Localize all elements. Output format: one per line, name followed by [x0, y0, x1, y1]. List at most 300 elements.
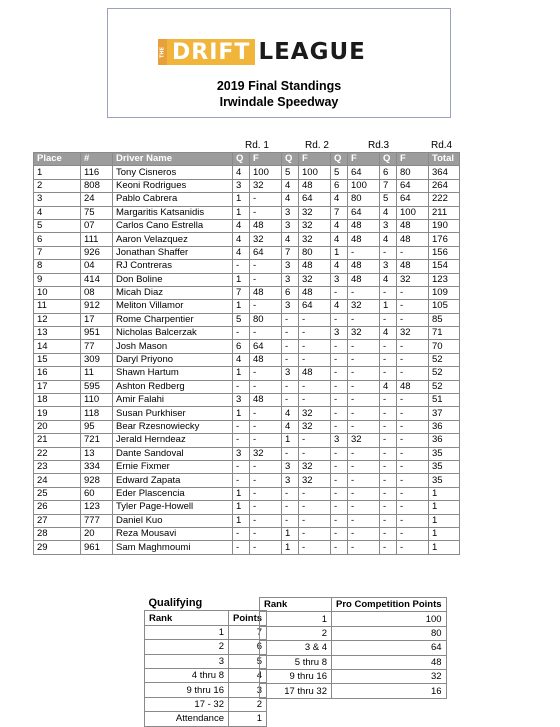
standings-cell: - — [250, 407, 282, 420]
standings-cell: - — [331, 367, 348, 380]
standings-cell: 3 — [380, 260, 397, 273]
standings-cell: 211 — [429, 206, 460, 219]
standings-cell: 4 — [233, 233, 250, 246]
standings-cell: 08 — [81, 286, 113, 299]
standings-cell: 4 — [282, 179, 299, 192]
standings-cell: 4 — [331, 260, 348, 273]
standings-cell: - — [380, 353, 397, 366]
standings-cell: Jerald Herndeaz — [113, 434, 233, 447]
standings-cell: - — [348, 460, 380, 473]
standings-cell: 48 — [299, 179, 331, 192]
standings-cell: 721 — [81, 434, 113, 447]
standings-cell: 808 — [81, 179, 113, 192]
standings-cell: Tyler Page-Howell — [113, 501, 233, 514]
qualifying-rank-cell: Attendance — [145, 712, 229, 726]
standings-cell: - — [299, 541, 331, 554]
round-4-label: Rd.4 — [431, 140, 453, 151]
standings-cell: - — [250, 541, 282, 554]
standings-cell: 77 — [81, 340, 113, 353]
standings-cell: - — [348, 394, 380, 407]
standings-cell: 7 — [380, 179, 397, 192]
pro-rank-cell: 3 & 4 — [260, 641, 332, 655]
standings-cell: 4 — [233, 246, 250, 259]
standings-cell: 37 — [429, 407, 460, 420]
standings-cell: - — [282, 447, 299, 460]
standings-cell: 24 — [81, 193, 113, 206]
standings-row — [34, 353, 460, 366]
standings-cell: 928 — [81, 474, 113, 487]
standings-cell: 154 — [429, 260, 460, 273]
standings-cell: - — [250, 260, 282, 273]
standings-cell: 1 — [233, 487, 250, 500]
round-3-label: Rd.3 — [368, 140, 390, 151]
standings-cell: 48 — [397, 260, 429, 273]
standings-cell: 48 — [397, 380, 429, 393]
standings-cell: 32 — [250, 233, 282, 246]
pro-points-cell: 64 — [332, 641, 447, 655]
standings-cell: - — [348, 246, 380, 259]
standings-column-header: F — [250, 153, 282, 166]
standings-cell: 3 — [282, 260, 299, 273]
standings-cell: - — [299, 527, 331, 540]
standings-cell: - — [397, 541, 429, 554]
standings-cell: 111 — [81, 233, 113, 246]
standings-cell: 64 — [299, 193, 331, 206]
standings-cell: RJ Contreras — [113, 260, 233, 273]
standings-column-header: # — [81, 153, 113, 166]
standings-cell: 07 — [81, 219, 113, 232]
pro-rank-cell: 5 thru 8 — [260, 655, 332, 669]
standings-cell: 4 — [233, 353, 250, 366]
standings-cell: 48 — [348, 219, 380, 232]
standings-row — [34, 327, 460, 340]
standings-cell: 1 — [429, 514, 460, 527]
standings-cell: - — [348, 447, 380, 460]
standings-cell: 334 — [81, 460, 113, 473]
standings-row — [34, 434, 460, 447]
standings-cell: Meliton Villamor — [113, 300, 233, 313]
standings-cell: 3 — [331, 273, 348, 286]
standings-row — [34, 193, 460, 206]
qualifying-table — [144, 597, 267, 727]
standings-cell: - — [380, 460, 397, 473]
standings-cell: - — [397, 313, 429, 326]
standings-column-header: F — [299, 153, 331, 166]
standings-cell: 04 — [81, 260, 113, 273]
pro-points-header: Pro Competition Points — [332, 598, 447, 612]
standings-cell: 912 — [81, 300, 113, 313]
standings-cell: 222 — [429, 193, 460, 206]
standings-cell: 26 — [34, 501, 81, 514]
standings-cell: 3 — [233, 447, 250, 460]
standings-cell: 8 — [34, 260, 81, 273]
standings-cell: - — [233, 260, 250, 273]
standings-cell: 52 — [429, 353, 460, 366]
standings-cell: - — [397, 367, 429, 380]
standings-cell: 48 — [299, 260, 331, 273]
standings-cell: - — [233, 434, 250, 447]
standings-cell: - — [282, 514, 299, 527]
standings-cell: 64 — [348, 206, 380, 219]
standings-cell: 13 — [34, 327, 81, 340]
standings-cell: 777 — [81, 514, 113, 527]
standings-cell: 3 — [282, 273, 299, 286]
standings-cell: - — [397, 487, 429, 500]
standings-cell: - — [331, 460, 348, 473]
qualifying-row — [145, 640, 267, 654]
standings-cell: 32 — [250, 179, 282, 192]
standings-cell: - — [397, 353, 429, 366]
pro-points-cell: 48 — [332, 655, 447, 669]
standings-row — [34, 460, 460, 473]
page-subtitle: Irwindale Speedway — [219, 95, 339, 109]
standings-cell: Margaritis Katsanidis — [113, 206, 233, 219]
pro-rank-cell: 17 thru 32 — [260, 684, 332, 698]
standings-cell: 80 — [299, 246, 331, 259]
standings-cell: 32 — [250, 447, 282, 460]
standings-cell: - — [397, 407, 429, 420]
standings-cell: 3 — [380, 219, 397, 232]
standings-cell: 71 — [429, 327, 460, 340]
standings-cell: 48 — [348, 260, 380, 273]
qualifying-rank-cell: 2 — [145, 640, 229, 654]
pro-points-row — [260, 684, 447, 698]
standings-cell: 7 — [233, 286, 250, 299]
standings-cell: 1 — [233, 501, 250, 514]
standings-cell: 23 — [34, 460, 81, 473]
standings-cell: Dante Sandoval — [113, 447, 233, 460]
standings-cell: - — [331, 420, 348, 433]
standings-cell: 32 — [348, 327, 380, 340]
qualifying-rank-cell: 1 — [145, 625, 229, 639]
standings-cell: 3 — [282, 206, 299, 219]
standings-cell: 100 — [250, 166, 282, 179]
standings-cell: Nicholas Balcerzak — [113, 327, 233, 340]
standings-cell: - — [380, 514, 397, 527]
standings-cell: - — [299, 353, 331, 366]
standings-cell: - — [250, 487, 282, 500]
standings-cell: - — [250, 514, 282, 527]
logo-drift: DRIFT — [167, 39, 255, 65]
standings-cell: - — [233, 474, 250, 487]
pro-rank-cell: 1 — [260, 612, 332, 626]
standings-cell: - — [348, 527, 380, 540]
standings-cell: - — [380, 313, 397, 326]
standings-row — [34, 514, 460, 527]
pro-points-cell: 16 — [332, 684, 447, 698]
standings-cell: 32 — [348, 434, 380, 447]
standings-row — [34, 474, 460, 487]
standings-cell: - — [397, 474, 429, 487]
standings-cell: Daryl Priyono — [113, 353, 233, 366]
qualifying-row — [145, 712, 267, 726]
standings-cell: 13 — [81, 447, 113, 460]
standings-cell: - — [299, 447, 331, 460]
standings-cell: 75 — [81, 206, 113, 219]
standings-cell: 32 — [397, 273, 429, 286]
standings-cell: 961 — [81, 541, 113, 554]
standings-cell: Susan Purkhiser — [113, 407, 233, 420]
standings-cell: 309 — [81, 353, 113, 366]
standings-cell: 951 — [81, 327, 113, 340]
standings-cell: 48 — [397, 233, 429, 246]
standings-cell: - — [380, 474, 397, 487]
standings-cell: 35 — [429, 460, 460, 473]
standings-cell: - — [299, 394, 331, 407]
standings-cell: - — [299, 501, 331, 514]
standings-cell: - — [299, 487, 331, 500]
standings-cell: 4 — [331, 233, 348, 246]
standings-cell: - — [397, 527, 429, 540]
standings-cell: 36 — [429, 420, 460, 433]
standings-cell: 64 — [397, 179, 429, 192]
standings-cell: 100 — [348, 179, 380, 192]
drift-league-logo — [158, 39, 366, 65]
standings-cell: - — [380, 367, 397, 380]
standings-cell: - — [299, 327, 331, 340]
standings-cell: 4 — [233, 219, 250, 232]
standings-cell: 32 — [299, 460, 331, 473]
standings-cell: 35 — [429, 474, 460, 487]
standings-cell: - — [331, 340, 348, 353]
qualifying-points-cell: 3 — [229, 683, 267, 697]
standings-row — [34, 286, 460, 299]
pro-points-cell: 80 — [332, 626, 447, 640]
standings-cell: - — [380, 340, 397, 353]
standings-cell: - — [348, 501, 380, 514]
standings-column-header: Total — [429, 153, 460, 166]
standings-cell: 4 — [282, 407, 299, 420]
standings-cell: 1 — [282, 527, 299, 540]
standings-cell: - — [282, 380, 299, 393]
standings-cell: Micah Diaz — [113, 286, 233, 299]
standings-cell: 6 — [331, 179, 348, 192]
standings-cell: 156 — [429, 246, 460, 259]
standings-cell: 19 — [34, 407, 81, 420]
standings-cell: - — [348, 474, 380, 487]
qualifying-points-cell: 7 — [229, 625, 267, 639]
standings-cell: 3 — [282, 474, 299, 487]
standings-cell: - — [380, 286, 397, 299]
standings-cell: - — [380, 394, 397, 407]
standings-cell: 32 — [299, 219, 331, 232]
qualifying-row — [145, 697, 267, 711]
standings-cell: - — [331, 394, 348, 407]
standings-cell: - — [250, 460, 282, 473]
standings-cell: - — [331, 474, 348, 487]
standings-cell: 1 — [233, 407, 250, 420]
standings-cell: 4 — [380, 206, 397, 219]
standings-cell: Jonathan Shaffer — [113, 246, 233, 259]
standings-cell: - — [250, 206, 282, 219]
standings-column-header: Q — [380, 153, 397, 166]
standings-cell: 9 — [34, 273, 81, 286]
standings-cell: 190 — [429, 219, 460, 232]
qualifying-points-cell: 2 — [229, 697, 267, 711]
standings-cell: 28 — [34, 527, 81, 540]
standings-cell: - — [331, 286, 348, 299]
standings-cell: - — [250, 273, 282, 286]
standings-cell: 4 — [331, 193, 348, 206]
standings-cell: 264 — [429, 179, 460, 192]
standings-cell: 70 — [429, 340, 460, 353]
standings-cell: 16 — [34, 367, 81, 380]
standings-row — [34, 420, 460, 433]
standings-cell: - — [380, 527, 397, 540]
pro-points-row — [260, 612, 447, 626]
standings-cell: - — [380, 541, 397, 554]
standings-cell: - — [380, 447, 397, 460]
standings-cell: 2 — [34, 179, 81, 192]
standings-cell: Eder Plascencia — [113, 487, 233, 500]
standings-row — [34, 246, 460, 259]
standings-cell: 48 — [299, 367, 331, 380]
standings-cell: - — [348, 514, 380, 527]
standings-cell: 1 — [380, 300, 397, 313]
standings-row — [34, 380, 460, 393]
standings-cell: Daniel Kuo — [113, 514, 233, 527]
pro-rank-cell: 9 thru 16 — [260, 669, 332, 683]
standings-cell: 32 — [299, 420, 331, 433]
standings-cell: 4 — [331, 219, 348, 232]
pro-points-row — [260, 641, 447, 655]
standings-cell: 364 — [429, 166, 460, 179]
standings-cell: Pablo Cabrera — [113, 193, 233, 206]
qualifying-rank-cell: 17 - 32 — [145, 697, 229, 711]
standings-cell: 32 — [348, 300, 380, 313]
standings-cell: - — [250, 380, 282, 393]
standings-cell: 80 — [250, 313, 282, 326]
standings-cell: - — [348, 420, 380, 433]
standings-cell: 5 — [380, 193, 397, 206]
standings-cell: 10 — [34, 286, 81, 299]
standings-cell: Ernie Fixmer — [113, 460, 233, 473]
pro-rank-cell: 2 — [260, 626, 332, 640]
standings-cell: 12 — [34, 313, 81, 326]
standings-cell: - — [331, 527, 348, 540]
standings-row — [34, 447, 460, 460]
standings-cell: 32 — [397, 327, 429, 340]
standings-row — [34, 527, 460, 540]
standings-cell: - — [282, 327, 299, 340]
qualifying-points-cell: 1 — [229, 712, 267, 726]
standings-cell: 22 — [34, 447, 81, 460]
standings-cell: - — [331, 514, 348, 527]
qualifying-points-cell: 4 — [229, 668, 267, 682]
standings-row — [34, 300, 460, 313]
standings-cell: 32 — [299, 273, 331, 286]
standings-cell: 6 — [380, 166, 397, 179]
standings-cell: 1 — [233, 206, 250, 219]
standings-cell: - — [250, 367, 282, 380]
standings-cell: - — [282, 353, 299, 366]
standings-cell: 123 — [429, 273, 460, 286]
standings-cell: 20 — [81, 527, 113, 540]
standings-row — [34, 206, 460, 219]
standings-cell: 4 — [380, 380, 397, 393]
standings-cell: - — [397, 420, 429, 433]
logo-the: THE — [158, 39, 167, 65]
standings-cell: - — [331, 487, 348, 500]
standings-cell: 64 — [250, 340, 282, 353]
standings-cell: Bear Rzesnowiecky — [113, 420, 233, 433]
standings-row — [34, 233, 460, 246]
standings-cell: 4 — [380, 327, 397, 340]
standings-cell: - — [233, 460, 250, 473]
standings-cell: 1 — [34, 166, 81, 179]
standings-cell: - — [397, 300, 429, 313]
header-box — [107, 8, 451, 118]
standings-cell: 21 — [34, 434, 81, 447]
standings-cell: 60 — [81, 487, 113, 500]
standings-cell: - — [397, 460, 429, 473]
logo-league: LEAGUE — [258, 39, 366, 65]
standings-cell: 100 — [397, 206, 429, 219]
standings-cell: 32 — [299, 206, 331, 219]
standings-cell: Carlos Cano Estrella — [113, 219, 233, 232]
standings-cell: 1 — [282, 541, 299, 554]
pro-points-row — [260, 655, 447, 669]
qualifying-row — [145, 668, 267, 682]
standings-cell: 52 — [429, 367, 460, 380]
standings-cell: 176 — [429, 233, 460, 246]
standings-cell: - — [250, 434, 282, 447]
standings-column-header: Place — [34, 153, 81, 166]
standings-row — [34, 394, 460, 407]
qualifying-points-cell: 5 — [229, 654, 267, 668]
standings-cell: 24 — [34, 474, 81, 487]
standings-cell: 4 — [34, 206, 81, 219]
standings-cell: - — [348, 286, 380, 299]
standings-table — [33, 152, 460, 555]
standings-column-header: Driver Name — [113, 153, 233, 166]
standings-cell: - — [348, 541, 380, 554]
standings-cell: 52 — [429, 380, 460, 393]
standings-cell: 3 — [282, 460, 299, 473]
standings-cell: - — [250, 474, 282, 487]
standings-cell: 11 — [81, 367, 113, 380]
standings-cell: 3 — [282, 300, 299, 313]
standings-cell: 20 — [34, 420, 81, 433]
standings-cell: 110 — [81, 394, 113, 407]
standings-cell: 3 — [282, 367, 299, 380]
standings-cell: 48 — [348, 273, 380, 286]
standings-cell: 64 — [299, 300, 331, 313]
standings-cell: - — [233, 541, 250, 554]
standings-cell: - — [397, 394, 429, 407]
standings-cell: - — [250, 193, 282, 206]
standings-cell: 109 — [429, 286, 460, 299]
pro-points-row — [260, 626, 447, 640]
standings-cell: - — [348, 407, 380, 420]
standings-cell: 95 — [81, 420, 113, 433]
standings-cell: 32 — [299, 474, 331, 487]
standings-cell: 48 — [250, 219, 282, 232]
standings-cell: 27 — [34, 514, 81, 527]
standings-cell: Aaron Velazquez — [113, 233, 233, 246]
standings-cell: - — [299, 380, 331, 393]
standings-cell: 3 — [34, 193, 81, 206]
standings-cell: 3 — [282, 219, 299, 232]
standings-cell: 18 — [34, 394, 81, 407]
standings-cell: 4 — [233, 166, 250, 179]
standings-cell: - — [282, 313, 299, 326]
standings-cell: 36 — [429, 434, 460, 447]
qualifying-row — [145, 625, 267, 639]
qualifying-row — [145, 654, 267, 668]
standings-cell: - — [348, 487, 380, 500]
standings-cell: Shawn Hartum — [113, 367, 233, 380]
